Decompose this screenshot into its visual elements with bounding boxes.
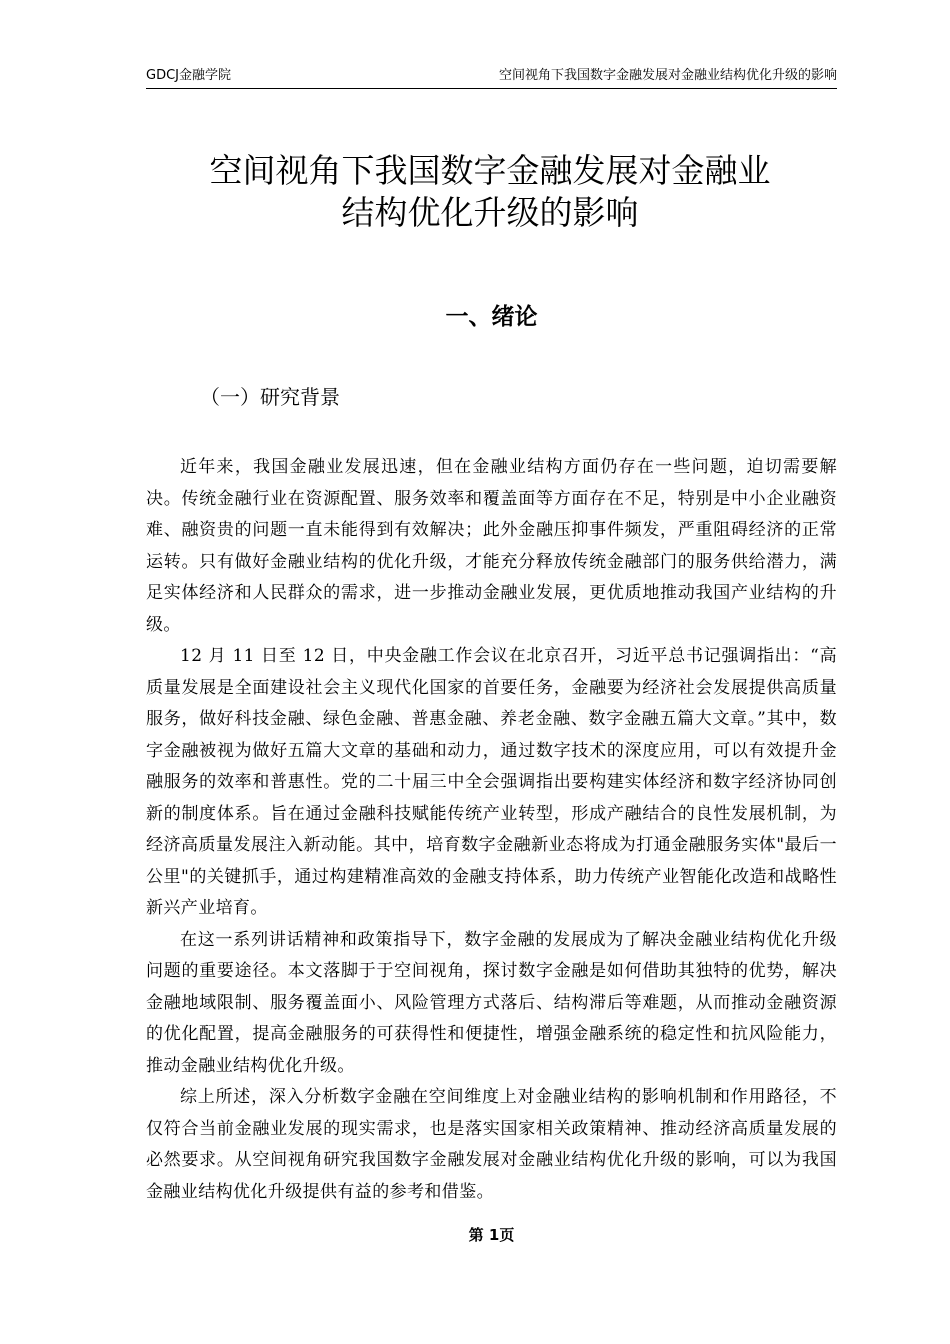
document-title (100, 150, 880, 234)
paragraph: 近年来，我国金融业发展迅速，但在金融业结构方面仍存在一些问题，迫切需要解决。传统金融行业在资源配置、服务效率和覆盖面等方面存在不足，特别是中小企业融资难、融资贵的问题一直未能得到有效解决；此外金融压抑事件频发，严重阻碍经济的正常运转。只有做好金融业结构的优化升级，才能充分释放传统金融部门的服务供给潜力，满足实体经济和人民群众的需求，进一步推动金融业发展，更优质地推动我国产业结构的升级。 (146, 457, 837, 635)
subsection-heading: （一）研究背景 (200, 385, 340, 409)
title-line-1: 空间视角下我国数字金融发展对金融业 (209, 151, 771, 190)
header-institution: GDCJ金融学院 (146, 68, 231, 83)
header-running-title: 空间视角下我国数字金融发展对金融业结构优化升级的影响 (498, 68, 837, 83)
paragraph: 12 月 11 日至 12 日，中央金融工作会议在北京召开，习近平总书记强调指出：“高质量发展是全面建设社会主义现代化国家的首要任务，金融要为经济社会发展提供高质量服务，做好科技金融、绿色金融、普惠金融、养老金融、数字金融五篇大文章。”其中，数字金融被视为做好五篇大文章的基础和动力，通过数字技术的深度应用，可以有效提升金融服务的效率和普惠性。党的二十届三中全会强调指出要构建实体经济和数字经济协同创新的制度体系。旨在通过金融科技赋能传统产业转型，形成产融结合的良性发展机制，为经济高质量发展注入新动能。其中，培育数字金融新业态将成为打通金融服务实体"最后一公里"的关键抓手，通过构建精准高效的金融支持体系，助力传统产业智能化改造和战略性新兴产业培育。 (146, 646, 837, 918)
title-line-2: 结构优化升级的影响 (341, 193, 639, 232)
paragraph: 综上所述，深入分析数字金融在空间维度上对金融业结构的影响机制和作用路径，不仅符合当前金融业发展的现实需求，也是落实国家相关政策精神、推动经济高质量发展的必然要求。从空间视角研究我国数字金融发展对金融业结构优化升级的影响，可以为我国金融业结构优化升级提供有益的参考和借鉴。 (146, 1087, 837, 1202)
section-heading: 一、绪论 (445, 304, 538, 330)
body-text (146, 452, 837, 1208)
page-number: 第 1页 (468, 1226, 515, 1244)
page-header (146, 66, 837, 89)
paragraph: 在这一系列讲话精神和政策指导下，数字金融的发展成为了解决金融业结构优化升级问题的重要途径。本文落脚于于空间视角，探讨数字金融是如何借助其独特的优势，解决金融地域限制、服务覆盖面小、风险管理方式落后、结构滞后等难题，从而推动金融资源的优化配置，提高金融服务的可获得性和便捷性，增强金融系统的稳定性和抗风险能力，推动金融业结构优化升级。 (146, 929, 837, 1076)
